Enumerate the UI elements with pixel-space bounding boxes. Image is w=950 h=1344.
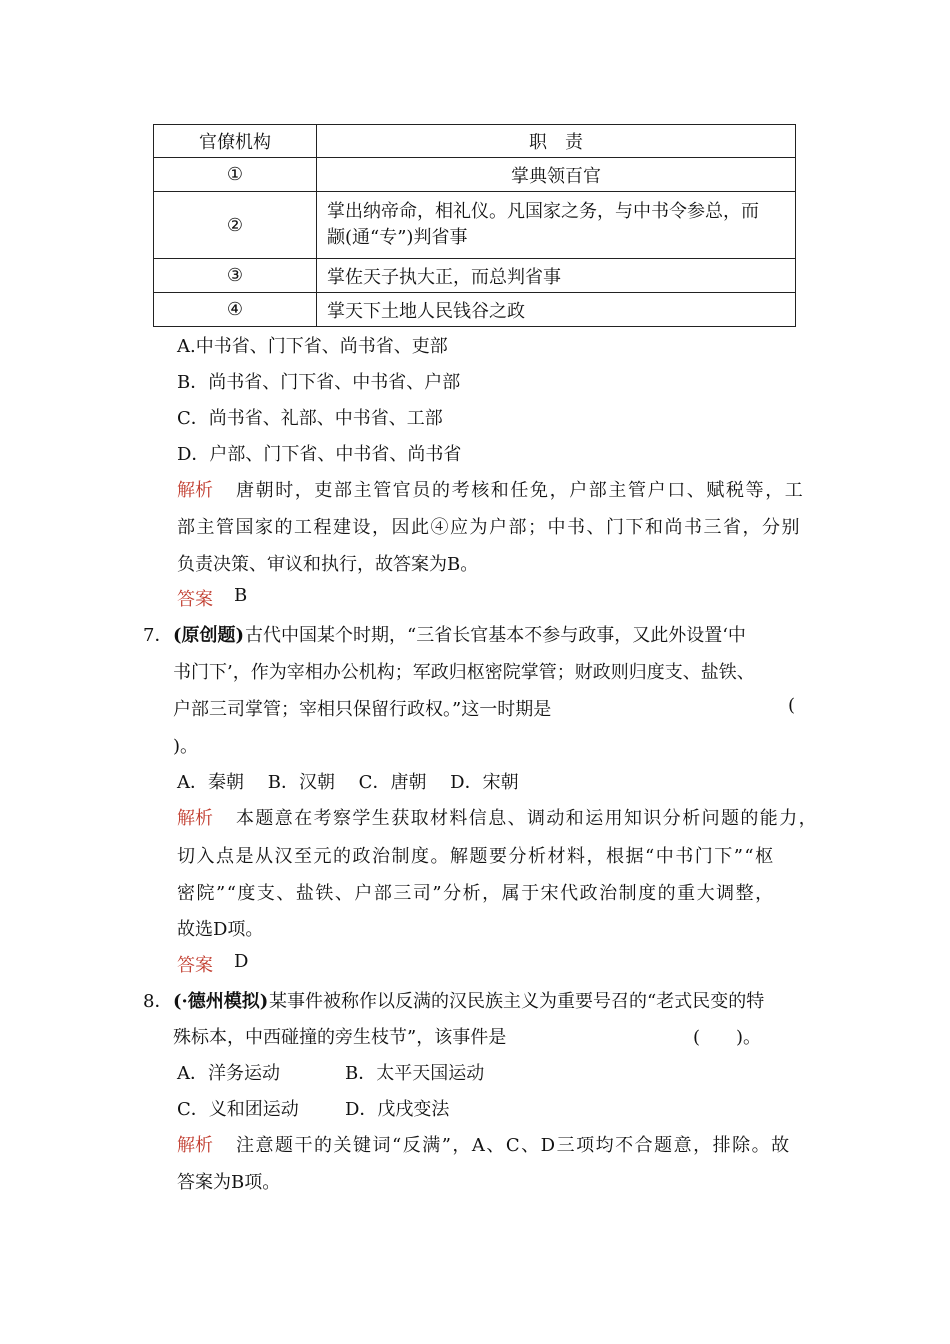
row-duty-line: 颛(通“专”)判省事: [327, 227, 468, 248]
q8-option-b: B．太平天国运动: [345, 1063, 485, 1084]
table-row: [154, 259, 796, 293]
row-duty: 掌典领百官: [317, 158, 796, 192]
q7-tag: (原创题): [173, 625, 245, 646]
q7-analysis-line: 密院”“度支、盐铁、户部三司”分析，属于宋代政治制度的重大调整，: [177, 883, 775, 904]
q6-option-a: A.中书省、门下省、尚书省、吏部: [177, 336, 448, 357]
q8-paren: ( )。: [693, 1027, 762, 1048]
table-header-institution: 官僚机构: [154, 125, 317, 158]
q7-analysis-label: 解析: [177, 808, 213, 829]
table-row: [154, 192, 796, 259]
q8-number: 8．: [143, 991, 173, 1012]
row-id: ④: [154, 293, 317, 327]
row-duty: [317, 192, 796, 259]
q7-stem-line: )。: [173, 736, 199, 757]
q7-answer-label: 答案: [177, 955, 213, 976]
q8-option-c: C．义和团运动: [177, 1099, 299, 1120]
q6-option-b: B．尚书省、门下省、中书省、户部: [177, 372, 461, 393]
q6-analysis-line: 唐朝时，吏部主管官员的考核和任免，户部主管户口、赋税等，工: [236, 480, 805, 501]
q8-analysis-label: 解析: [177, 1135, 213, 1156]
q7-stem-line: 古代中国某个时期，“三省长官基本不参与政事，又此外设置‘中: [245, 625, 746, 646]
q8-tag: (·德州模拟): [173, 991, 269, 1012]
q7-analysis-line: 切入点是从汉至元的政治制度。解题要分析材料，根据“中书门下”“枢: [177, 846, 775, 867]
q6-analysis-label: 解析: [177, 480, 213, 501]
q8-stem-line: 某事件被称作以反满的汉民族主义为重要号召的“老式民变的特: [269, 991, 765, 1012]
q7-options: A．秦朝 B．汉朝 C．唐朝 D．宋朝: [177, 772, 519, 793]
duty-table: [153, 124, 796, 327]
q7-paren: (: [788, 695, 796, 716]
q7-analysis-line: 本题意在考察学生获取材料信息、调动和运用知识分析问题的能力，: [236, 808, 818, 829]
q7-stem-line: 书门下’，作为宰相办公机构；军政归枢密院掌管；财政则归度支、盐铁、: [173, 662, 755, 683]
table-row: [154, 158, 796, 192]
row-id: ③: [154, 259, 317, 293]
q7-stem-line: 户部三司掌管；宰相只保留行政权。”这一时期是: [173, 699, 552, 720]
row-id: ①: [154, 158, 317, 192]
q7-number: 7．: [143, 625, 173, 646]
table-row: [154, 293, 796, 327]
q6-analysis-line: 负责决策、审议和执行，故答案为B。: [177, 554, 479, 575]
q8-analysis-line: 答案为B项。: [177, 1172, 281, 1193]
q8-analysis-line: 注意题干的关键词“反满”，A、C、D三项均不合题意，排除。故: [236, 1135, 791, 1156]
table-header-duty: 职 责: [317, 125, 796, 158]
q8-option-a: A．洋务运动: [177, 1063, 280, 1084]
q6-option-d: D．户部、门下省、中书省、尚书省: [177, 444, 462, 465]
q6-option-c: C．尚书省、礼部、中书省、工部: [177, 408, 443, 429]
row-duty: 掌佐天子执大正，而总判省事: [317, 259, 796, 293]
q8-stem-line: 殊标本，中西碰撞的旁生枝节”，该事件是: [173, 1027, 507, 1048]
row-duty-line: 掌出纳帝命，相礼仪。凡国家之务，与中书令参总，而: [327, 201, 759, 222]
q8-option-d: D．戊戌变法: [345, 1099, 450, 1120]
q7-answer: D: [234, 951, 249, 972]
row-duty: 掌天下土地人民钱谷之政: [317, 293, 796, 327]
row-id: ②: [154, 192, 317, 259]
q6-answer-label: 答案: [177, 589, 213, 610]
q6-answer: B: [234, 585, 248, 606]
q7-analysis-line: 故选D项。: [177, 919, 264, 940]
q6-analysis-line: 部主管国家的工程建设，因此④应为户部；中书、门下和尚书三省，分别: [177, 517, 801, 538]
